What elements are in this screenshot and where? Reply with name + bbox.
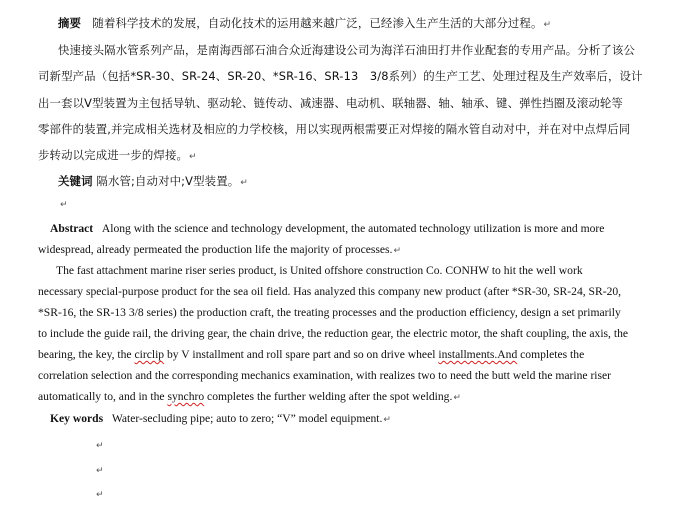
paragraph-mark: ↵	[189, 152, 197, 162]
zh-abstract-text: 随着科学技术的发展，自动化技术的运用越来越广泛，已经渗入生产生活的大部分过程。	[92, 16, 543, 30]
en-body-text: completes the	[517, 348, 585, 361]
en-keywords-line	[50, 412, 391, 425]
en-body-text: bearing, the key, the	[38, 348, 135, 361]
zh-body-line-3	[38, 95, 623, 111]
spellcheck-word: circlip	[134, 348, 165, 361]
en-body-line-1	[56, 264, 583, 277]
en-abstract-text: widespread, already permeated the production life the majority of processes.	[38, 243, 393, 256]
zh-body-line-5	[38, 147, 197, 163]
paragraph-mark: ↵	[453, 393, 461, 403]
en-body-text: correlation selection and the corresponding mechanics examination, with realizes two to need the butt weld the marine riser	[38, 369, 612, 382]
zh-body-line-2	[38, 68, 643, 84]
empty-paragraph-mark: ↵	[60, 200, 68, 210]
zh-body-text: 司新型产品（包括*SR-30、SR-24、SR-20、*SR-16、SR-13 3/8系列）的生产工艺、处理过程及生产效率后，设计	[38, 69, 643, 83]
zh-keywords-line	[58, 173, 248, 189]
zh-body-text: 快速接头隔水管系列产品，是南海西部石油合众近海建设公司为海洋石油田打井作业配套的专用产品。分析了该公	[58, 43, 636, 57]
spellcheck-word: synchro	[167, 390, 205, 403]
en-keywords-text: Water-secluding pipe; auto to zero; “V” model equipment.	[111, 412, 383, 425]
empty-paragraph-mark: ↵	[96, 490, 104, 500]
zh-body-line-1	[58, 42, 635, 58]
en-body-line-6	[38, 369, 611, 382]
zh-abstract-label: 摘要	[58, 16, 82, 30]
zh-body-text: 步转动以完成进一步的焊接。	[38, 148, 189, 162]
en-body-text: to include the guide rail, the driving gear, the chain drive, the reduction gear, the electric motor, the shaft coupling, the axis, the	[38, 327, 629, 340]
spellcheck-word: installments.And	[438, 348, 518, 361]
zh-keywords-text: 隔水管;自动对中;V型装置。	[96, 174, 240, 188]
zh-abstract-line	[58, 15, 551, 31]
en-body-text: completes the further welding after the spot welding.	[204, 390, 453, 403]
en-body-text: by V installment and roll spare part and so on drive wheel	[164, 348, 439, 361]
en-body-line-3	[38, 306, 621, 319]
empty-paragraph-mark: ↵	[96, 466, 104, 476]
en-body-line-4	[38, 327, 628, 340]
en-body-text: automatically to, and in the	[38, 390, 168, 403]
paragraph-mark: ↵	[383, 415, 391, 425]
en-body-text: necessary special-purpose product for the sea oil field. Has analyzed this company new product (after *SR-30, SR-24, SR-20,	[38, 285, 622, 298]
paragraph-mark: ↵	[543, 20, 552, 30]
en-body-text: *SR-16, the SR-13 3/8 series) the production craft, the treating processes and the production efficiency, design a set primarily	[38, 306, 621, 319]
zh-keywords-label: 关键词	[58, 174, 93, 188]
en-keywords-label: Key words	[50, 412, 104, 425]
en-abstract-label: Abstract	[50, 222, 94, 235]
en-body-line-7	[38, 390, 461, 403]
en-body-line-5	[38, 348, 584, 361]
en-abstract-line-1	[50, 222, 604, 235]
zh-body-text: 零部件的装置,并完成相关选材及相应的力学校核，用以实现两根需要正对焊接的隔水管自动对中，并在对中点焊后同	[38, 122, 631, 136]
paragraph-mark: ↵	[393, 246, 401, 256]
en-body-line-2	[38, 285, 621, 298]
zh-body-text: 出一套以V型装置为主包括导轨、驱动轮、链传动、减速器、电动机、联轴器、轴、轴承、键、弹性挡圈及滚动轮等	[38, 96, 623, 110]
en-body-text: The fast attachment marine riser series product, is United offshore construction Co. CONHW to hit the well work	[56, 264, 583, 277]
en-abstract-line-2	[38, 243, 401, 256]
en-abstract-text: Along with the science and technology development, the automated technology utilization is more and more	[101, 222, 605, 235]
zh-body-line-4	[38, 121, 630, 137]
paragraph-mark: ↵	[240, 178, 248, 188]
empty-paragraph-mark: ↵	[96, 441, 104, 451]
